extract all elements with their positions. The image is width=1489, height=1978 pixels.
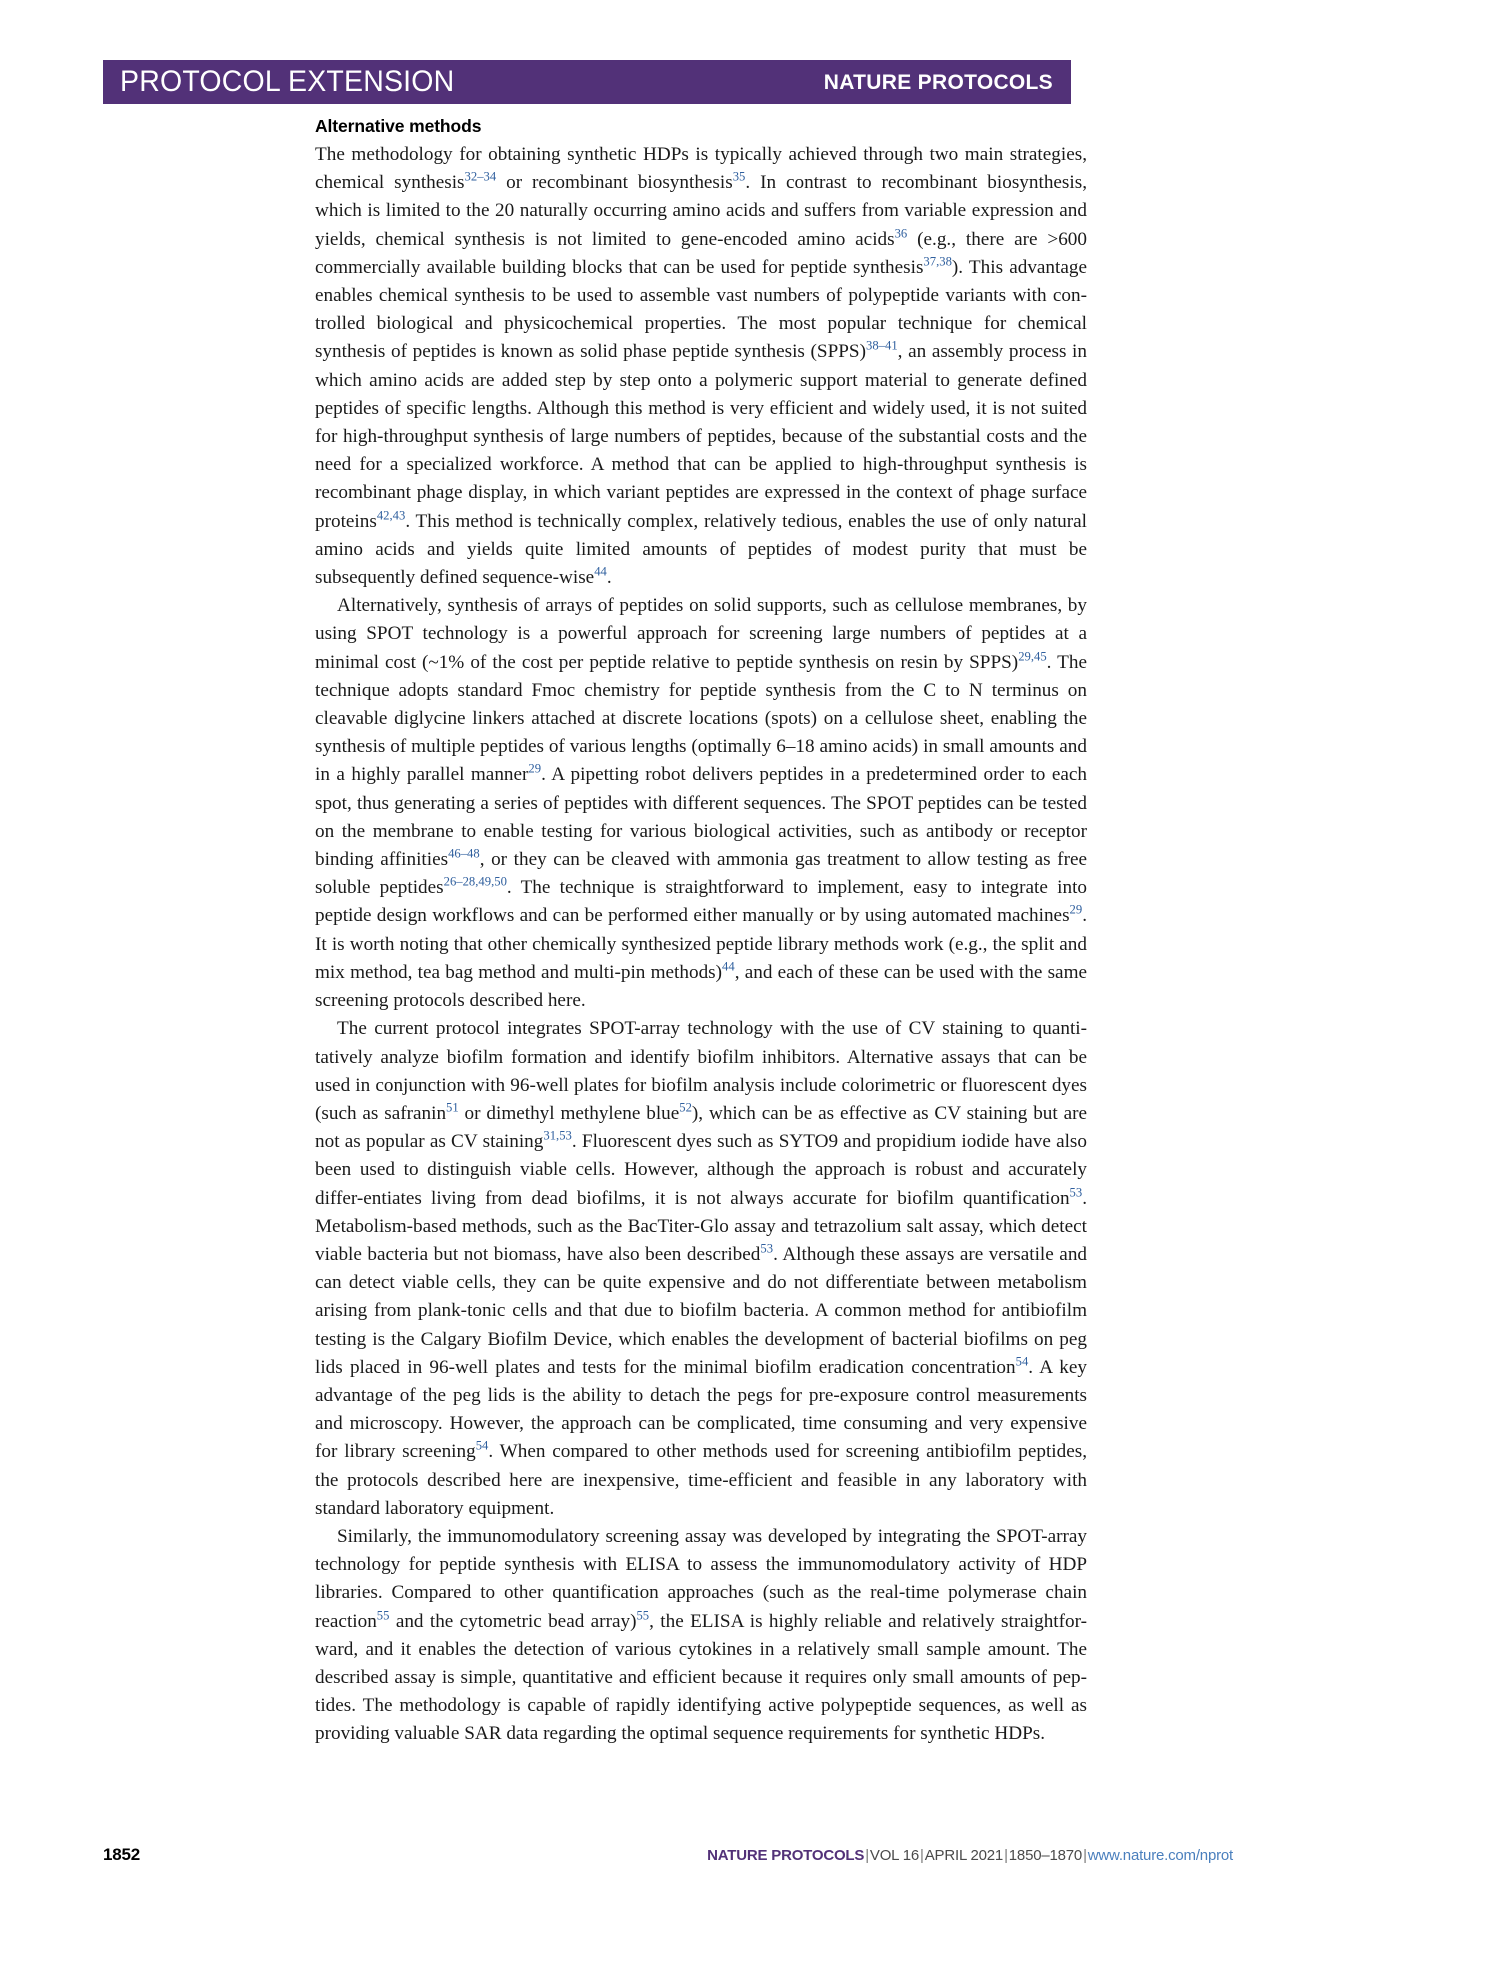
- body-paragraph: Similarly, the immunomodulatory screening assay was developed by integrating the SPOT-array technology for peptide synthesis with ELISA to assess the immunomodulatory activity of HDP libraries. Compared to other quantification approaches (such as the real-time polymerase chain reaction$^{55}$ and the cytometric bead array)$^{55}$, the ELISA is highly reliable and relatively straightfor-ward, and it enables the detection of various cytokines in a relatively small sample amount. The described assay is simple, quantitative and efficient because it requires only small amounts of pep-tides. The methodology is capable of rapidly identifying active polypeptide sequences, as well as providing valuable SAR data regarding the optimal sequence requirements for synthetic HDPs.: [315, 1525, 1087, 1745]
- citation-reference[interactable]: 31,53: [543, 1128, 572, 1143]
- citation-reference[interactable]: 29,45: [1018, 649, 1047, 664]
- body-paragraph: Alternatively, synthesis of arrays of peptides on solid supports, such as cellulose membranes, by using SPOT technology is a powerful approach for screening large numbers of peptides at a minimal cost (~1% of the cost per peptide relative to peptide synthesis on resin by SPPS)$^{29,45}$. The technique adopts standard Fmoc chemistry for peptide synthesis from the C to N terminus on cleavable diglycine linkers attached at discrete locations (spots) on a cellulose sheet, enabling the synthesis of multiple peptides of various lengths (optimally 6–18 amino acids) in small amounts and in a highly parallel manner$^{29}$. A pipetting robot delivers peptides in a predetermined order to each spot, thus generating a series of peptides with different sequences. The SPOT peptides can be tested on the membrane to enable testing for various biological activities, such as antibody or receptor binding affinities$^{46-48}$, or they can be cleaved with ammonia gas treatment to allow testing as free soluble peptides$^{26-28,49,50}$. The technique is straightforward to implement, easy to integrate into peptide design workflows and can be performed either manually or by using automated machines$^{29}$. It is worth noting that other chemically synthesized peptide library methods work (e.g., the split and mix method, tea bag method and multi-pin methods)$^{44}$, and each of these can be used with the same screening protocols described here.: [315, 595, 1088, 1012]
- page-footer: [103, 1845, 1233, 1865]
- citation-reference[interactable]: 55: [376, 1608, 390, 1623]
- citation-reference[interactable]: 46–48: [448, 846, 480, 861]
- footer-url-link[interactable]: www.nature.com/nprot: [1087, 1847, 1233, 1864]
- citation-reference[interactable]: 37,38: [923, 254, 952, 269]
- citation-reference[interactable]: 36: [894, 226, 908, 241]
- footer-separator-4: |: [1083, 1847, 1087, 1864]
- footer-page-range: 1850–1870: [1008, 1847, 1083, 1864]
- citation-reference[interactable]: 35: [732, 169, 746, 184]
- paragraph-list: [315, 141, 1087, 1749]
- citation-reference[interactable]: 51: [446, 1100, 459, 1115]
- citation-reference[interactable]: 42,43: [376, 508, 406, 523]
- citation-reference[interactable]: 55: [636, 1608, 650, 1623]
- citation-reference[interactable]: 44: [722, 959, 735, 974]
- page-header-banner: [103, 60, 1071, 104]
- footer-separator-3: |: [1004, 1847, 1008, 1864]
- citation-reference[interactable]: 53: [1069, 1185, 1083, 1200]
- header-article-type: PROTOCOL EXTENSION: [120, 65, 455, 98]
- article-text-column: [315, 116, 1087, 1749]
- citation-reference[interactable]: 52: [679, 1100, 692, 1115]
- citation-reference[interactable]: 54: [1015, 1354, 1029, 1369]
- footer-separator-1: |: [865, 1847, 869, 1864]
- body-paragraph: The methodology for obtaining synthetic HDPs is typically achieved through two main strategies, chemical synthesis$^{32-34}$ or recombinant biosynthesis$^{35}$. In contrast to recombinant biosynthesis, which is limited to the 20 naturally occurring amino acids and suffers from variable expression and yields, chemical synthesis is not limited to gene-encoded amino acids$^{36}$ (e.g., there are >600 commercially available building blocks that can be used for peptide synthesis$^{37,38}$). This advantage enables chemical synthesis to be used to assemble vast numbers of polypeptide variants with con-trolled biological and physicochemical properties. The most popular technique for chemical synthesis of peptides is known as solid phase peptide synthesis (SPPS)$^{38-41}$, an assembly process in which amino acids are added step by step onto a polymeric support material to generate defined peptides of specific lengths. Although this method is very efficient and widely used, it is not suited for high-throughput synthesis of large numbers of peptides, because of the substantial costs and the need for a specialized workforce. A method that can be applied to high-throughput synthesis is recombinant phage display, in which variant peptides are expressed in the context of phage surface proteins$^{42,43}$. This method is technically complex, relatively tedious, enables the use of only natural amino acids and yields quite limited amounts of peptides of modest purity that must be subsequently defined sequence-wise$^{44}$.: [315, 144, 1087, 589]
- citation-reference[interactable]: 32–34: [464, 169, 497, 184]
- footer-journal-name: NATURE PROTOCOLS: [707, 1847, 865, 1864]
- citation-reference[interactable]: 38–41: [866, 339, 898, 354]
- citation-reference[interactable]: 53: [760, 1241, 774, 1256]
- footer-separator-2: |: [920, 1847, 924, 1864]
- footer-issue-date: APRIL 2021: [924, 1847, 1004, 1864]
- citation-reference[interactable]: 29: [528, 762, 542, 777]
- citation-reference[interactable]: 44: [594, 564, 607, 579]
- citation-reference[interactable]: 54: [475, 1438, 489, 1453]
- page-number: 1852: [103, 1845, 141, 1864]
- header-journal-name: NATURE PROTOCOLS: [823, 70, 1053, 94]
- citation-reference[interactable]: 26–28,49,50: [443, 874, 507, 889]
- footer-citation-line: [707, 1847, 1233, 1864]
- footer-volume: VOL 16: [869, 1847, 920, 1864]
- body-paragraph: The current protocol integrates SPOT-array technology with the use of CV staining to quanti-tatively analyze biofilm formation and identify biofilm inhibitors. Alternative assays that can be used in conjunction with 96-well plates for biofilm analysis include colorimetric or fluorescent dyes (such as safranin$^{51}$ or dimethyl methylene blue$^{52}$), which can be as effective as CV staining but are not as popular as CV staining$^{31,53}$. Fluorescent dyes such as SYTO9 and propidium iodide have also been used to distinguish viable cells. However, although the approach is robust and accurately differ-entiates living from dead biofilms, it is not always accurate for biofilm quantification$^{53}$. Metabolism-based methods, such as the BacTiter-Glo assay and tetrazolium salt assay, which detect viable bacteria but not biomass, have also been described$^{53}$. Although these assays are versatile and can detect viable cells, they can be quite expensive and do not differentiate between metabolism arising from plank-tonic cells and that due to biofilm bacteria. A common method for antibiofilm testing is the Calgary Biofilm Device, which enables the development of bacterial biofilms on peg lids placed in 96-well plates and tests for the minimal biofilm eradication concentration$^{54}$. A key advantage of the peg lids is the ability to detach the pegs for pre-exposure control measurements and microscopy. However, the approach can be complicated, time consuming and very expensive for library screening$^{54}$. When compared to other methods used for screening antibiofilm peptides, the protocols described here are inexpensive, time-efficient and feasible in any laboratory with standard laboratory equipment.: [315, 1018, 1088, 1519]
- section-heading: Alternative methods: [315, 116, 482, 136]
- citation-reference[interactable]: 29: [1069, 903, 1083, 918]
